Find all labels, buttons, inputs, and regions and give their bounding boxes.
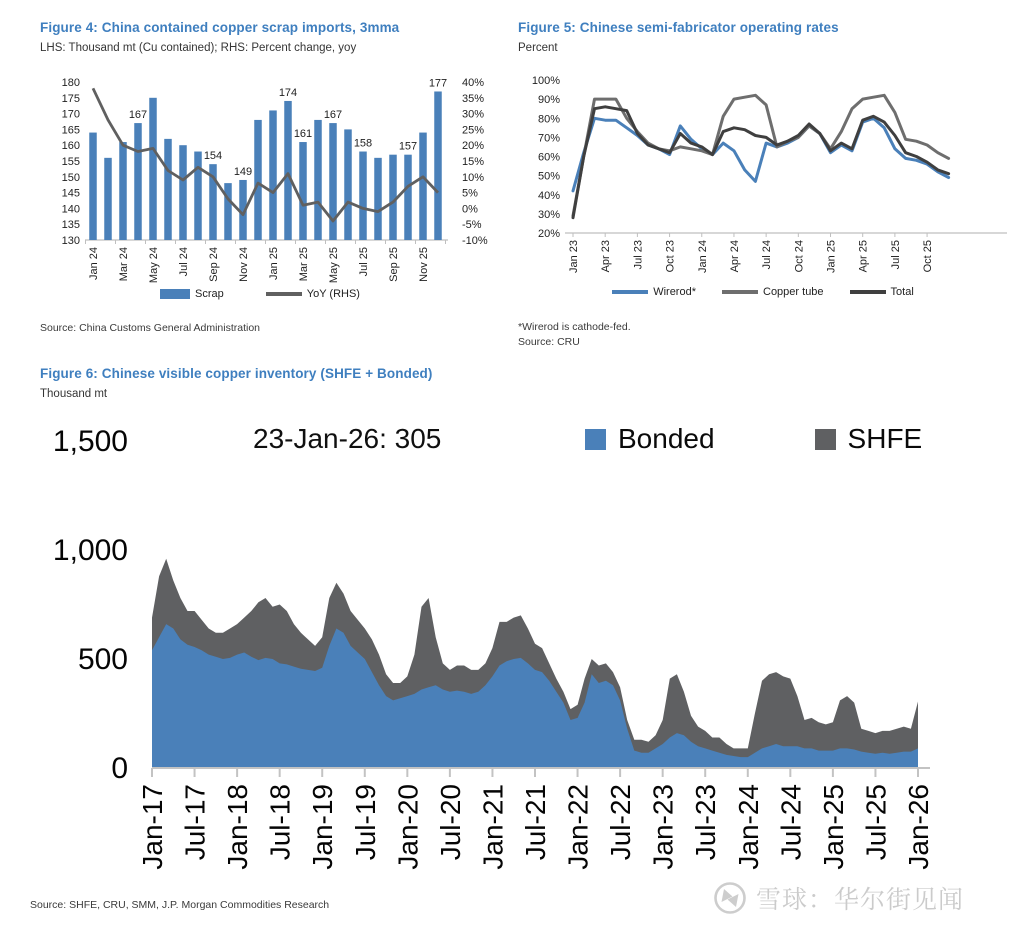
svg-text:80%: 80% bbox=[537, 113, 560, 126]
svg-text:161: 161 bbox=[293, 128, 313, 141]
svg-text:Jul 24: Jul 24 bbox=[178, 247, 190, 277]
svg-text:Jan 24: Jan 24 bbox=[696, 240, 709, 274]
svg-text:140: 140 bbox=[61, 203, 80, 216]
svg-text:15%: 15% bbox=[462, 156, 485, 168]
svg-text:20%: 20% bbox=[537, 228, 560, 240]
svg-text:Jan-24: Jan-24 bbox=[732, 784, 764, 870]
figure5-legend bbox=[518, 286, 1008, 298]
svg-text:170: 170 bbox=[61, 108, 80, 121]
figure4-title: Figure 4: China contained copper scrap imports, 3mma bbox=[40, 20, 400, 35]
svg-text:130: 130 bbox=[61, 235, 80, 247]
legend-label-shfe: SHFE bbox=[847, 423, 923, 454]
svg-text:Jan-20: Jan-20 bbox=[392, 784, 424, 870]
legend-label-copper-tube: Copper tube bbox=[763, 286, 824, 298]
figure5-chart bbox=[515, 64, 1024, 286]
svg-text:Nov 24: Nov 24 bbox=[238, 247, 250, 282]
figure5-footnotes bbox=[518, 320, 631, 350]
svg-text:154: 154 bbox=[203, 150, 223, 163]
legend-label-scrap: Scrap bbox=[195, 288, 224, 300]
svg-text:500: 500 bbox=[77, 643, 128, 676]
svg-text:160: 160 bbox=[61, 140, 80, 153]
svg-text:Sep 24: Sep 24 bbox=[208, 247, 220, 282]
figure4-chart bbox=[40, 64, 506, 286]
svg-text:25%: 25% bbox=[462, 124, 485, 137]
legend-item-wirerod bbox=[612, 286, 696, 298]
figure6-header bbox=[40, 366, 740, 400]
legend-item-yoy bbox=[266, 288, 360, 300]
svg-text:155: 155 bbox=[61, 156, 80, 168]
svg-text:Mar 25: Mar 25 bbox=[298, 247, 310, 282]
figure6-legend bbox=[585, 423, 922, 455]
svg-text:-10%: -10% bbox=[462, 235, 488, 247]
scrap-swatch-icon bbox=[160, 289, 190, 299]
svg-text:Jul 23: Jul 23 bbox=[632, 240, 645, 270]
svg-text:Mar 24: Mar 24 bbox=[118, 247, 130, 282]
svg-text:158: 158 bbox=[353, 137, 373, 150]
svg-text:149: 149 bbox=[233, 165, 253, 178]
svg-text:157: 157 bbox=[398, 140, 418, 153]
svg-text:150: 150 bbox=[61, 171, 80, 184]
svg-text:Jan-25: Jan-25 bbox=[817, 784, 849, 870]
svg-text:165: 165 bbox=[61, 124, 80, 137]
svg-text:60%: 60% bbox=[537, 151, 560, 164]
legend-item-bonded bbox=[585, 423, 715, 455]
svg-text:167: 167 bbox=[128, 109, 148, 122]
svg-text:Jul-21: Jul-21 bbox=[520, 784, 552, 861]
figure4-source: Source: China Customs General Administration bbox=[40, 322, 261, 334]
svg-text:23-Jan-26: 305: 23-Jan-26: 305 bbox=[253, 423, 442, 454]
svg-text:Jul 25: Jul 25 bbox=[358, 247, 370, 277]
svg-text:Jul-24: Jul-24 bbox=[775, 784, 807, 861]
svg-text:Jan 23: Jan 23 bbox=[568, 240, 580, 274]
legend-item-shfe bbox=[815, 423, 923, 455]
svg-text:50%: 50% bbox=[537, 170, 560, 183]
svg-text:177: 177 bbox=[428, 77, 448, 90]
svg-text:135: 135 bbox=[61, 219, 80, 232]
svg-text:Jan 24: Jan 24 bbox=[88, 247, 100, 281]
total-line-swatch-icon bbox=[850, 290, 886, 294]
svg-text:70%: 70% bbox=[537, 132, 560, 145]
svg-text:Jul-22: Jul-22 bbox=[605, 784, 637, 861]
watermark-text: 雪球：华尔街见闻 bbox=[756, 886, 965, 914]
svg-text:May 25: May 25 bbox=[328, 247, 340, 284]
svg-text:40%: 40% bbox=[462, 77, 485, 89]
svg-text:Jan 25: Jan 25 bbox=[825, 240, 838, 274]
legend-label-wirerod: Wirerod* bbox=[653, 286, 696, 298]
svg-text:0%: 0% bbox=[462, 203, 478, 216]
svg-text:Jan-23: Jan-23 bbox=[647, 784, 679, 870]
svg-text:Sep 25: Sep 25 bbox=[388, 247, 400, 282]
svg-text:Oct 24: Oct 24 bbox=[793, 240, 806, 273]
figure4-subtitle: LHS: Thousand mt (Cu contained); RHS: Percent change, yoy bbox=[40, 42, 357, 54]
figure6-title: Figure 6: Chinese visible copper inventory (SHFE + Bonded) bbox=[40, 366, 433, 381]
legend-label-yoy: YoY (RHS) bbox=[306, 288, 360, 300]
legend-item-total bbox=[850, 286, 914, 298]
svg-text:1,500: 1,500 bbox=[52, 425, 128, 458]
svg-text:174: 174 bbox=[278, 86, 298, 99]
svg-text:30%: 30% bbox=[462, 108, 485, 121]
svg-text:Jul-25: Jul-25 bbox=[860, 784, 892, 861]
legend-label-bonded: Bonded bbox=[618, 423, 715, 454]
bonded-swatch-icon bbox=[585, 429, 606, 450]
svg-text:Oct 25: Oct 25 bbox=[922, 240, 935, 273]
svg-text:Apr 25: Apr 25 bbox=[857, 240, 870, 273]
figure5-source: Source: CRU bbox=[518, 336, 580, 348]
svg-text:35%: 35% bbox=[462, 92, 485, 105]
figure5-subtitle: Percent bbox=[518, 42, 558, 54]
svg-text:5%: 5% bbox=[462, 187, 478, 200]
figure4-legend bbox=[40, 288, 480, 300]
svg-text:Jul 25: Jul 25 bbox=[889, 240, 902, 270]
svg-text:30%: 30% bbox=[537, 208, 560, 221]
figure6-subtitle: Thousand mt bbox=[40, 388, 108, 400]
svg-text:100%: 100% bbox=[531, 75, 560, 87]
svg-text:Jul 24: Jul 24 bbox=[761, 240, 774, 270]
copper-tube-line-swatch-icon bbox=[722, 290, 758, 294]
svg-text:Jan-17: Jan-17 bbox=[137, 784, 168, 870]
svg-text:Jul-18: Jul-18 bbox=[264, 784, 296, 861]
svg-text:Jan 25: Jan 25 bbox=[268, 247, 280, 281]
svg-text:Jul-23: Jul-23 bbox=[690, 784, 722, 861]
svg-text:90%: 90% bbox=[537, 94, 560, 107]
watermark bbox=[712, 880, 964, 916]
xueqiu-logo-icon bbox=[712, 880, 748, 916]
svg-text:-5%: -5% bbox=[462, 219, 482, 232]
svg-text:40%: 40% bbox=[537, 189, 560, 202]
svg-text:Apr 23: Apr 23 bbox=[600, 240, 613, 273]
svg-text:Jan-19: Jan-19 bbox=[307, 784, 339, 870]
svg-text:20%: 20% bbox=[462, 140, 485, 153]
legend-item-scrap bbox=[160, 288, 224, 300]
wirerod-line-swatch-icon bbox=[612, 290, 648, 294]
svg-text:145: 145 bbox=[61, 187, 80, 200]
figure5-footnote-wirerod: *Wirerod is cathode-fed. bbox=[518, 321, 631, 333]
svg-text:Jul-19: Jul-19 bbox=[349, 784, 381, 861]
figure5-header bbox=[518, 20, 1018, 54]
yoy-line-swatch-icon bbox=[266, 292, 302, 296]
svg-text:Jul-20: Jul-20 bbox=[434, 784, 466, 861]
figure6-source: Source: SHFE, CRU, SMM, J.P. Morgan Commodities Research bbox=[30, 899, 330, 911]
svg-text:Jul-17: Jul-17 bbox=[179, 784, 211, 861]
svg-text:Jan-22: Jan-22 bbox=[562, 784, 594, 870]
figure4-header bbox=[40, 20, 510, 54]
svg-text:180: 180 bbox=[61, 77, 80, 89]
shfe-swatch-icon bbox=[815, 429, 836, 450]
svg-text:10%: 10% bbox=[462, 171, 485, 184]
svg-text:1,000: 1,000 bbox=[52, 534, 128, 567]
svg-text:Jan-26: Jan-26 bbox=[903, 784, 935, 870]
figure5-title: Figure 5: Chinese semi-fabricator operating rates bbox=[518, 20, 839, 35]
svg-text:Apr 24: Apr 24 bbox=[728, 240, 741, 273]
figure6-chart bbox=[30, 403, 1022, 888]
svg-text:Jan-18: Jan-18 bbox=[222, 784, 254, 870]
svg-text:Oct 23: Oct 23 bbox=[664, 240, 677, 273]
legend-label-total: Total bbox=[890, 286, 914, 298]
svg-text:Jan-21: Jan-21 bbox=[477, 784, 509, 870]
svg-text:167: 167 bbox=[323, 109, 343, 122]
legend-item-copper-tube bbox=[722, 286, 824, 298]
svg-text:Nov 25: Nov 25 bbox=[418, 247, 430, 282]
svg-text:May 24: May 24 bbox=[148, 247, 160, 284]
svg-text:0: 0 bbox=[111, 752, 128, 785]
svg-text:175: 175 bbox=[61, 92, 80, 105]
